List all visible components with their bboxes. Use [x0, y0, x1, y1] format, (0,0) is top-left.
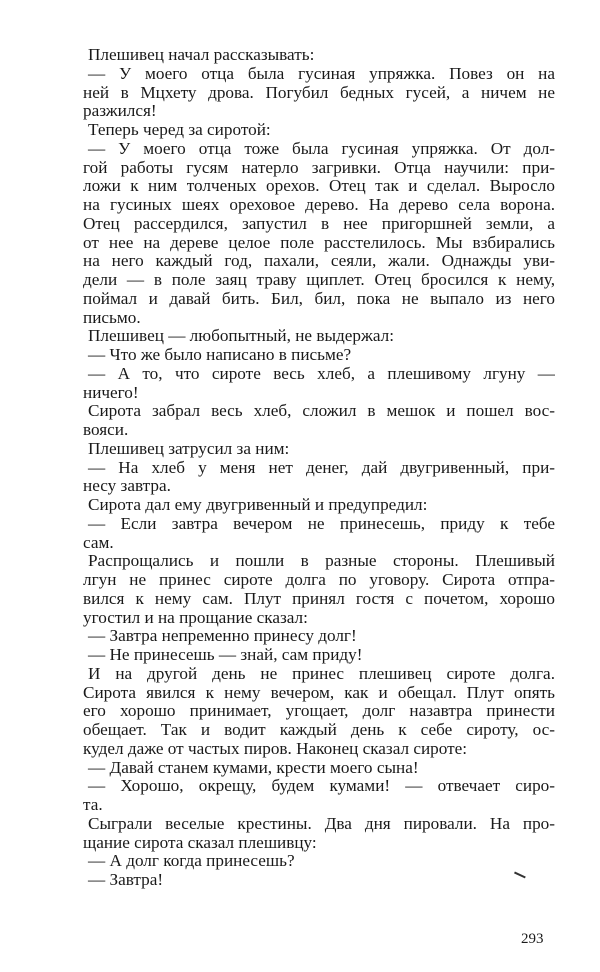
text-line: — Завтра! [88, 870, 164, 889]
text-line: Плешивец начал рассказывать: [88, 45, 315, 64]
text-line: кудел даже от частых пиров. Наконец сказал сироте: [83, 738, 468, 758]
text-line: — Давай станем кумами, крести моего сына! [88, 757, 419, 777]
text-line: Распрощались и пошли в разные стороны. Плешивый [88, 552, 555, 571]
text-line: Плешивец — любопытный, не выдержал: [88, 326, 394, 346]
text-line: Сыграли веселые крестины. Два дня пировали. На про- [88, 814, 555, 833]
text-line: на гусиных шеях ореховое дерево. На дерево села ворона. [83, 196, 555, 214]
text-line: Отец рассердился, запустил в нее пригоршней земли, а [83, 214, 555, 233]
text-line: — Что же было написано в письме? [88, 345, 352, 364]
text-line: — Хорошо, окрещу, будем кумами! — отвечает сиро- [88, 777, 555, 796]
text-line: разжился! [83, 101, 157, 121]
text-line: Сирота дал ему двугривенный и предупредил: [88, 495, 428, 514]
text-line: ложи к ним толченых орехов. Отец так и сделал. Выросло [83, 177, 555, 196]
text-line: сам. [83, 532, 114, 552]
text-line: угостил и на прощание сказал: [83, 607, 308, 627]
text-line: поймал и давай бить. Бил, бил, пока не выпало из него [83, 289, 555, 308]
text-line: Сирота забрал весь хлеб, сложил в мешок и пошел вос- [88, 402, 555, 421]
text-line: И на другой день не принес плешивец сироте долга. [88, 664, 555, 683]
text-line: — А долг когда принесешь? [88, 851, 295, 871]
text-line: гой работы гусям натерло загривки. Отца научили: при- [83, 158, 555, 177]
text-line: Теперь черед за сиротой: [88, 120, 271, 139]
text-line: — Не принесешь — знай, сам приду! [88, 645, 363, 664]
text-line: щание сирота сказал плешивцу: [83, 832, 317, 852]
text-line: его хорошо принимает, угощает, долг назавтра принести [83, 702, 555, 721]
text-line: — Если завтра вечером не принесешь, приду к тебе [88, 514, 555, 533]
text-line: несу завтра. [83, 476, 171, 496]
text-line: та. [83, 795, 103, 814]
text-line: на него каждый год, пахали, сеяли, жали. Однажды уви- [83, 252, 555, 271]
text-line: лгун не принес сироте долга по уговору. Сирота отпра- [83, 571, 555, 589]
text-line: вился к нему сам. Плут принял гостя с почетом, хорошо [83, 589, 555, 608]
page-number: 293 [521, 931, 544, 947]
text-line: ничего! [83, 382, 139, 402]
text-line: Сирота явился к нему вечером, как и обещал. Плут опять [83, 683, 555, 702]
text-line: вояси. [83, 420, 129, 439]
text-line: от нее на дереве целое поле расстелилось. Мы взбирались [83, 233, 555, 252]
text-line: ней в Мцхету дрова. Погубил бедных гусей, а ничем не [83, 83, 555, 102]
text-line: обещает. Так и водит каждый день к себе сироту, ос- [83, 721, 555, 739]
text-line: — А то, что сироте весь хлеб, а плешивому лгуну — [88, 364, 555, 383]
text-line: Плешивец затрусил за ним: [88, 438, 290, 458]
text-line: дели — в поле заяц траву щиплет. Отец бросился к нему, [83, 271, 555, 289]
text-line: — У моего отца была гусиная упряжка. Повез он на [88, 64, 555, 83]
text-line: — Завтра непременно принесу долг! [88, 626, 357, 646]
text-line: письмо. [83, 307, 141, 327]
page-body-text [83, 46, 555, 890]
text-line: — У моего отца тоже была гусиная упряжка. От дол- [88, 139, 555, 158]
text-line: — На хлеб у меня нет денег, дай двугривенный, при- [88, 458, 555, 477]
